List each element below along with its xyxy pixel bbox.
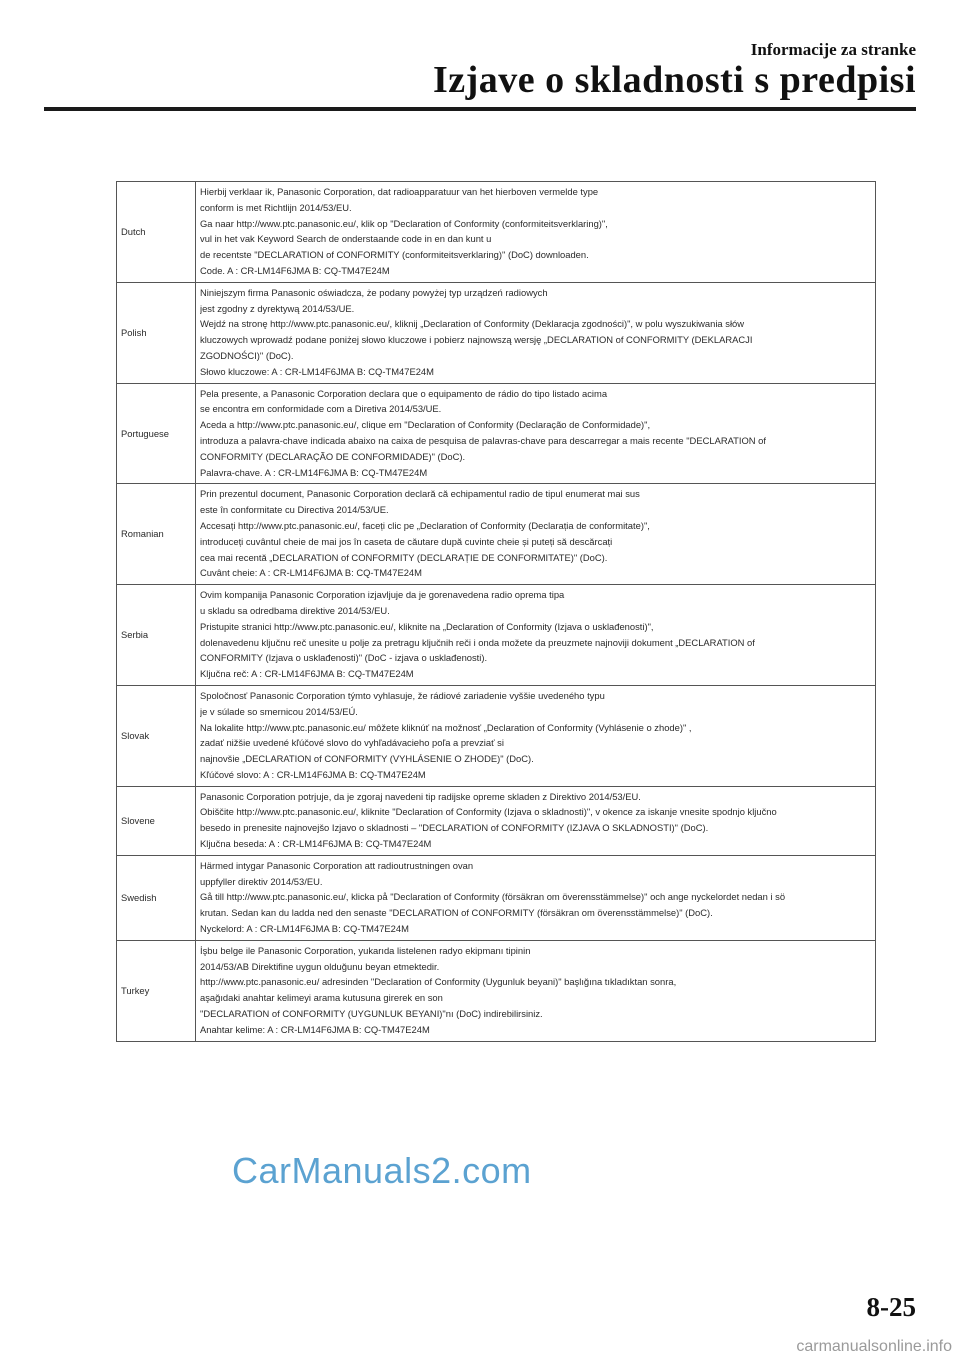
language-label: Slovene	[117, 786, 196, 855]
declaration-line: Ključna reč: A : CR-LM14F6JMA B: CQ-TM47E24M	[200, 668, 414, 680]
page-title: Izjave o skladnosti s predpisi	[432, 59, 916, 101]
table-row	[117, 786, 876, 855]
language-label: Romanian	[117, 484, 196, 585]
declaration-line: Niniejszym firma Panasonic oświadcza, że podany powyżej typ urządzeń radiowych	[200, 286, 548, 298]
declaration-line: introduceți cuvântul cheie de mai jos în caseta de căutare după cuvinte cheie și puteți să descărcați	[200, 535, 613, 547]
declaration-text	[196, 484, 876, 585]
declaration-line: jest zgodny z dyrektywą 2014/53/UE.	[200, 302, 355, 314]
table-row	[117, 484, 876, 585]
declaration-line: Aceda a http://www.ptc.panasonic.eu/, clique em "Declaration of Conformity (Declaração de Conformidade)",	[200, 419, 651, 431]
declaration-text	[196, 855, 876, 940]
declaration-line: CONFORMITY (DECLARAÇÃO DE CONFORMIDADE)" (DoC).	[200, 450, 466, 462]
declaration-line: krutan. Sedan kan du ladda ned den senaste "DECLARATION of CONFORMITY (försäkran om överensstämmelse)" (DoC).	[200, 907, 713, 919]
declaration-line: besedo in prenesite najnovejšo Izjavo o skladnosti – "DECLARATION of CONFORMITY (IZJAVA O SKLADNOSTI)" (DoC).	[200, 822, 709, 834]
declaration-line: cea mai recentă „DECLARATION of CONFORMITY (DECLARAȚIE DE CONFORMITATE)" (DoC).	[200, 551, 608, 563]
table-row	[117, 383, 876, 484]
declaration-text	[196, 786, 876, 855]
declaration-line: http://www.ptc.panasonic.eu/ adresinden "Declaration of Conformity (Uygunluk beyani)" başlığına tıkladıktan sonra,	[200, 976, 677, 988]
declaration-line: Härmed intygar Panasonic Corporation att radioutrustningen ovan	[200, 859, 474, 871]
declaration-table	[116, 181, 876, 1042]
declaration-line: Nyckelord: A : CR-LM14F6JMA B: CQ-TM47E24M	[200, 923, 409, 935]
declaration-line: Cuvânt cheie: A : CR-LM14F6JMA B: CQ-TM47E24M	[200, 567, 422, 579]
declaration-line: najnovšie „DECLARATION of CONFORMITY (VYHLÁSENIE O ZHODE)" (DoC).	[200, 753, 534, 765]
declaration-line: aşağıdaki anahtar kelimeyi arama kutusuna girerek en son	[200, 992, 443, 1004]
declaration-line: se encontra em conformidade com a Diretiva 2014/53/UE.	[200, 403, 442, 415]
language-label: Swedish	[117, 855, 196, 940]
declaration-line: Ga naar http://www.ptc.panasonic.eu/, klik op "Declaration of Conformity (conformiteitsverklaring)",	[200, 217, 608, 229]
language-label: Polish	[117, 282, 196, 383]
declaration-line: uppfyller direktiv 2014/53/EU.	[200, 875, 323, 887]
table-row	[117, 855, 876, 940]
declaration-line: Wejdź na stronę http://www.ptc.panasonic.eu/, kliknij „Declaration of Conformity (Deklaracja zgodności)", w polu wyszukiwania słów	[200, 318, 745, 330]
language-label: Serbia	[117, 585, 196, 686]
declaration-line: Anahtar kelime: A : CR-LM14F6JMA B: CQ-TM47E24M	[200, 1023, 430, 1035]
declaration-line: Panasonic Corporation potrjuje, da je zgoraj navedeni tip radijske opreme skladen z Direktivo 2014/53/EU.	[200, 790, 641, 802]
table-row	[117, 182, 876, 283]
table-row	[117, 585, 876, 686]
language-label: Portuguese	[117, 383, 196, 484]
table-row	[117, 940, 876, 1041]
footer-watermark: carmanualsonline.info	[796, 1338, 952, 1355]
table-row	[117, 685, 876, 786]
declaration-line: este în conformitate cu Directiva 2014/53/UE.	[200, 504, 389, 516]
declaration-line: Code. A : CR-LM14F6JMA B: CQ-TM47E24M	[200, 264, 390, 276]
declaration-line: introduza a palavra-chave indicada abaixo na caixa de pesquisa de palavras-chave para descarregar a mais recente "DECLARATION of	[200, 434, 766, 446]
declaration-line: İşbu belge ile Panasonic Corporation, yukarıda listelenen radyo ekipmanı tipinin	[200, 944, 531, 956]
declaration-line: Ključna beseda: A : CR-LM14F6JMA B: CQ-TM47E24M	[200, 838, 432, 850]
declaration-line: dolenavedenu ključnu reč unesite u polje za pretragu ključnih reči i onda možete da preuzmete najnoviji dokument „DECLARATION of	[200, 636, 755, 648]
declaration-text	[196, 940, 876, 1041]
declaration-line: je v súlade so smernicou 2014/53/EÚ.	[200, 705, 358, 717]
section-title: Informacije za stranke	[750, 40, 916, 59]
declaration-line: Pristupite stranici http://www.ptc.panasonic.eu/, kliknite na „Declaration of Conformity (Izjava o usklađenosti)",	[200, 620, 654, 632]
declaration-line: de recentste "DECLARATION of CONFORMITY (conformiteitsverklaring)" (DoC) downloaden.	[200, 249, 589, 261]
declaration-text	[196, 585, 876, 686]
language-label: Turkey	[117, 940, 196, 1041]
declaration-line: Palavra-chave. A : CR-LM14F6JMA B: CQ-TM47E24M	[200, 466, 428, 478]
declaration-line: Na lokalite http://www.ptc.panasonic.eu/ môžete kliknúť na možnosť „Declaration of Conformity (Vyhlásenie o zhode)" ,	[200, 721, 692, 733]
declaration-line: Accesați http://www.ptc.panasonic.eu/, faceți clic pe „Declaration of Conformity (Declarația de conformitate)",	[200, 519, 650, 531]
declaration-line: vul in het vak Keyword Search de onderstaande code in en dan kunt u	[200, 233, 492, 245]
declaration-line: zadať nižšie uvedené kľúčové slovo do vyhľadávacieho poľa a prevziať si	[200, 737, 504, 749]
declaration-table-body	[117, 182, 876, 1042]
declaration-line: "DECLARATION of CONFORMITY (UYGUNLUK BEYANI)"nı (DoC) indirebilirsiniz.	[200, 1008, 543, 1020]
declaration-line: Ovim kompanija Panasonic Corporation izjavljuje da je gorenavedena radio oprema tipa	[200, 589, 565, 601]
table-row	[117, 282, 876, 383]
declaration-line: Słowo kluczowe: A : CR-LM14F6JMA B: CQ-TM47E24M	[200, 365, 434, 377]
watermark: CarManuals2.com	[232, 1150, 532, 1191]
declaration-line: Pela presente, a Panasonic Corporation declara que o equipamento de rádio do tipo listado acima	[200, 387, 608, 399]
language-label: Slovak	[117, 685, 196, 786]
declaration-line: ZGODNOŚCI)" (DoC).	[200, 349, 294, 361]
declaration-line: Hierbij verklaar ik, Panasonic Corporation, dat radioapparatuur van het hierboven vermelde type	[200, 186, 599, 197]
declaration-line: Spoločnosť Panasonic Corporation týmto vyhlasuje, že rádiové zariadenie vyššie uvedeného typu	[200, 689, 605, 701]
page-number: 8-25	[866, 1292, 916, 1322]
header-rule	[44, 107, 916, 111]
declaration-text	[196, 685, 876, 786]
declaration-text	[196, 282, 876, 383]
declaration-line: conform is met Richtlijn 2014/53/EU.	[200, 201, 352, 213]
declaration-text	[196, 182, 876, 283]
declaration-line: Obiščite http://www.ptc.panasonic.eu/, kliknite "Declaration of Conformity (Izjava o skladnosti)", v okence za iskanje vnesite spodnjo ključno	[200, 806, 777, 818]
declaration-line: CONFORMITY (Izjava o usklađenosti)" (DoC - izjava o usklađenosti).	[200, 652, 488, 664]
declaration-line: u skladu sa odredbama direktive 2014/53/EU.	[200, 604, 390, 616]
declaration-text	[196, 383, 876, 484]
declaration-line: Gå till http://www.ptc.panasonic.eu/, klicka på "Declaration of Conformity (försäkran om överensstämmelse)" och ange nyckelordet nedan i sö	[200, 891, 786, 903]
language-label: Dutch	[117, 182, 196, 283]
declaration-line: Prin prezentul document, Panasonic Corporation declară că echipamentul radio de tipul enumerat mai sus	[200, 488, 640, 500]
declaration-line: 2014/53/AB Direktifine uygun olduğunu beyan etmektedir.	[200, 960, 440, 972]
declaration-line: kluczowych wprowadź podane poniżej słowo kluczowe i pobierz najnowszą wersję „DECLARATION of CONFORMITY (DEKLARACJI	[200, 334, 753, 346]
declaration-line: Kľúčové slovo: A : CR-LM14F6JMA B: CQ-TM47E24M	[200, 768, 426, 780]
